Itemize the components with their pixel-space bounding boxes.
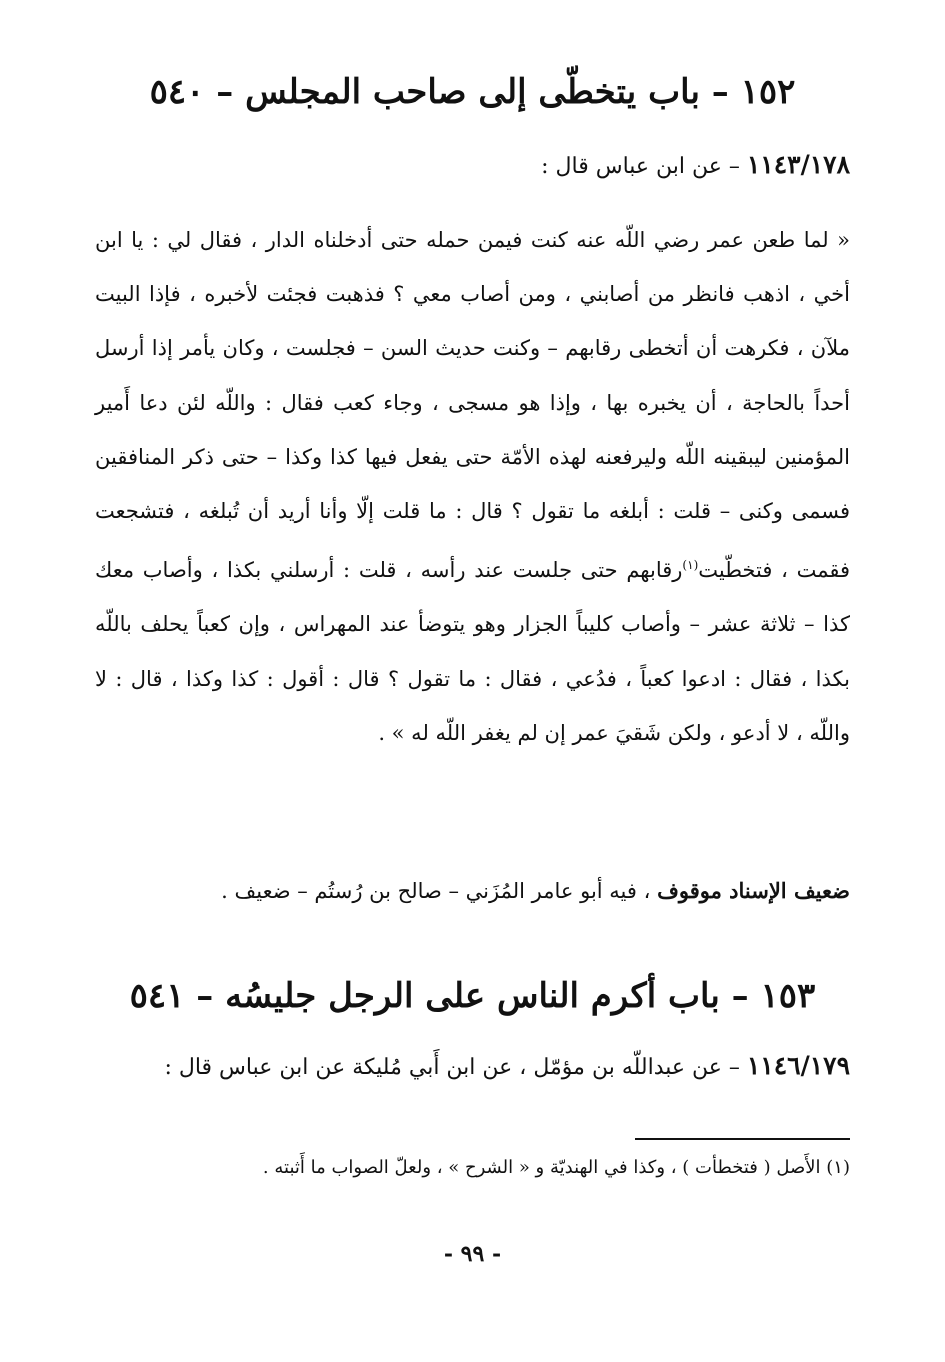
grading-label: ضعيف الإسناد موقوف bbox=[657, 878, 850, 903]
hadith-intro-text: – عن عبداللّه بن مؤمّل ، عن ابن أَبي مُليكة عن ابن عباس قال : bbox=[164, 1055, 747, 1080]
book-page bbox=[95, 0, 850, 1362]
page-number: - ٩٩ - bbox=[443, 1241, 502, 1267]
hadith-grading bbox=[95, 878, 850, 903]
hadith-number: ١١٤٣/١٧٨ bbox=[746, 150, 850, 179]
chapter-heading-152: ١٥٢ – باب يتخطّى إلى صاحب المجلس – ٥٤٠ bbox=[149, 72, 796, 112]
footnote-1: (١) الأَصل ( فتخطأت ) ، وكذا في الهنديّة و « الشرح » ، ولعلّ الصواب ما أَثبته . bbox=[262, 1157, 850, 1178]
footnote-divider bbox=[635, 1138, 850, 1140]
hadith-intro-text: – عن ابن عباس قال : bbox=[541, 154, 747, 179]
hadith-text-continued: رقابهم حتى جلست عند رأسه ، قلت : أرسلني بكذا ، وأصاب معك كذا – ثلاثة عشر – وأصاب كليباً الجزار وهو يتوضأ عند المهراس ، وإن كعباً يحلف باللّه بكذا ، فقال : ادعوا كعباً ، فدُعي ، فقال : ما تقول ؟ قال : أقول : كذا وكذا ، قال : لا واللّه ، لا أدعو ، ولكن شَقيَ عمر إن لم يغفر اللّه له » . bbox=[95, 558, 850, 745]
chapter-heading-153: ١٥٣ – باب أكرم الناس على الرجل جليسُه – ٥٤١ bbox=[129, 976, 816, 1016]
hadith-number: ١١٤٦/١٧٩ bbox=[746, 1051, 850, 1080]
hadith-text: « لما طعن عمر رضي اللّه عنه كنت فيمن حمله حتى أدخلناه الدار ، فقال لي : يا ابن أخي ، اذهب فانظر من أصابني ، ومن أصاب معي ؟ فذهبت فجئت لأخبره ، فإذا البيت ملآن ، فكرهت أن أتخطى رقابهم – وكنت حديث السن – فجلست ، وكان يأمر إذا أرسل أحداً بالحاجة ، أن يخبره بها ، وإذا هو مسجى ، وجاء كعب فقال : واللّه لئن دعا أَمير المؤمنين ليبقينه اللّه وليرفعنه لهذه الأمّة حتى يفعل فيها كذا وكذا – حتى ذكر المنافقين فسمى وكنى – قلت : أبلغه ما تقول ؟ قال : ما قلت إلّا وأنا أريد أن تُبلغه ، فتشجعت فقمت ، فتخطّيت bbox=[95, 228, 850, 583]
hadith-178-intro bbox=[95, 150, 850, 179]
hadith-178-body bbox=[95, 213, 850, 760]
hadith-179-intro bbox=[95, 1051, 850, 1080]
grading-text: ، فيه أبو عامر المُزَني – صالح بن رُستُم – ضعيف . bbox=[221, 879, 658, 903]
footnote-marker[interactable]: (١) bbox=[682, 558, 699, 573]
